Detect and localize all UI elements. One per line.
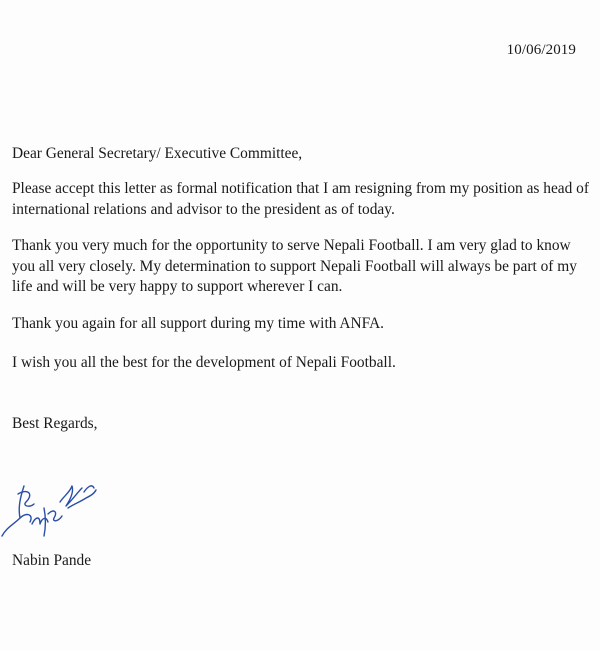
signer-name: Nabin Pande — [12, 552, 92, 569]
paragraph-resignation: Please accept this letter as formal notification that I am resigning from my position as head of international relations and advisor to the president as of today. — [12, 180, 589, 218]
letter-date: 10/06/2019 — [506, 42, 576, 58]
paragraph-thanks-again: Thank you again for all support during my time with ANFA. — [12, 315, 385, 332]
closing: Best Regards, — [12, 415, 98, 432]
paragraph-thanks: Thank you very much for the opportunity to serve Nepali Football. I am very glad to know you all very closely. My determination to support Nepali Football will always be part of my life and will be very happy to support wherever I can. — [12, 237, 577, 295]
handwritten-signature — [0, 478, 104, 548]
paragraph-wishes: I wish you all the best for the development of Nepali Football. — [12, 354, 396, 371]
salutation: Dear General Secretary/ Executive Committee, — [12, 145, 303, 162]
